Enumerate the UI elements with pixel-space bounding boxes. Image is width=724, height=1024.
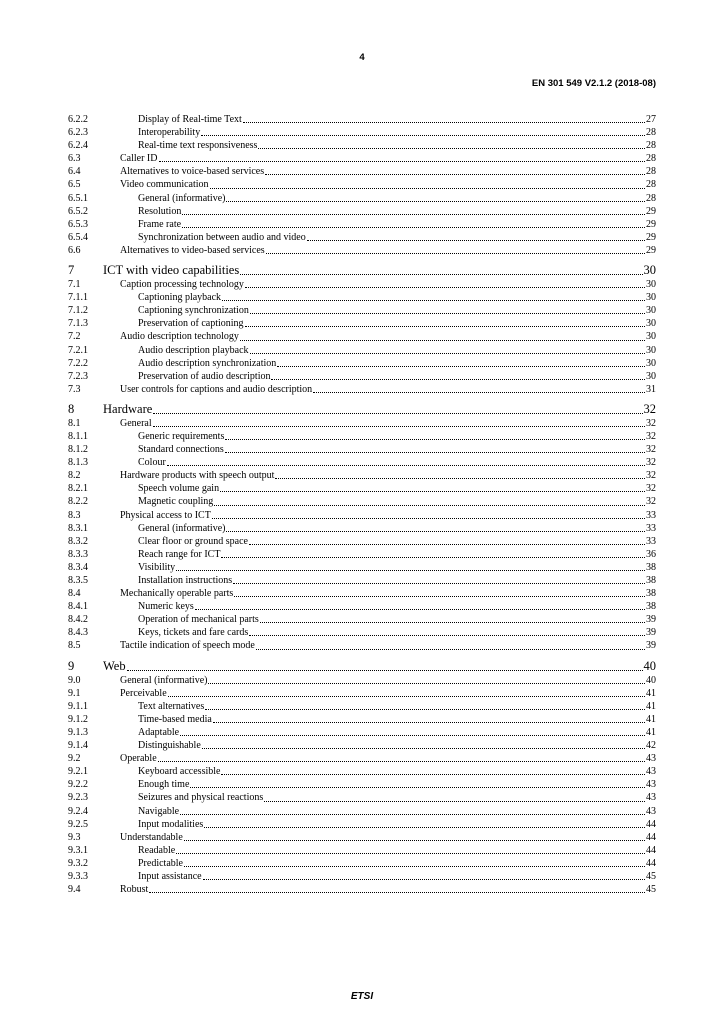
- toc-entry[interactable]: [68, 113, 656, 126]
- toc-entry-number: 9.2.5: [68, 818, 88, 830]
- toc-entry-number: 9.2.4: [68, 805, 88, 817]
- toc-leader-dots: [225, 451, 645, 453]
- toc-entry[interactable]: [68, 469, 656, 482]
- toc-entry-title: General (informative): [138, 522, 226, 534]
- toc-entry-page: 39: [646, 614, 656, 626]
- toc-entry-number: 7: [68, 263, 75, 278]
- toc-entry-number: 7.2: [68, 331, 81, 343]
- toc-leader-dots: [245, 325, 645, 327]
- toc-entry[interactable]: [68, 818, 656, 831]
- toc-entry-title: Distinguishable: [138, 740, 201, 752]
- toc-entry-title: General (informative): [120, 674, 208, 686]
- toc-entry-number: 8.3: [68, 509, 81, 521]
- toc-entry-title: Enough time: [138, 779, 190, 791]
- toc-entry-title: Perceivable: [120, 687, 167, 699]
- toc-entry[interactable]: [68, 244, 656, 257]
- toc-entry-page: 30: [646, 318, 656, 330]
- toc-entry-number: 6.5.3: [68, 218, 88, 230]
- toc-entry-title: Input modalities: [138, 818, 204, 830]
- toc-entry-title: Clear floor or ground space: [138, 535, 248, 547]
- toc-entry-number: 7.2.2: [68, 357, 88, 369]
- toc-entry-title: Magnetic coupling: [138, 496, 214, 508]
- toc-entry[interactable]: [68, 613, 656, 626]
- toc-entry-page: 45: [646, 884, 656, 896]
- toc-entry-page: 28: [646, 179, 656, 191]
- toc-entry[interactable]: [68, 456, 656, 469]
- toc-leader-dots: [256, 648, 645, 650]
- toc-entry-number: 8: [68, 401, 75, 416]
- toc-entry-page: 33: [646, 535, 656, 547]
- toc-entry-number: 9.2.2: [68, 779, 88, 791]
- toc-entry[interactable]: [68, 370, 656, 383]
- toc-entry-title: Understandable: [120, 831, 183, 843]
- toc-entry-page: 32: [646, 457, 656, 469]
- document-reference: EN 301 549 V2.1.2 (2018-08): [531, 78, 656, 89]
- toc-leader-dots: [201, 134, 645, 136]
- toc-entry-title: Preservation of audio description: [138, 370, 271, 382]
- toc-entry-number: 6.2.4: [68, 140, 88, 152]
- toc-entry[interactable]: [68, 883, 656, 896]
- toc-entry-title: Keyboard accessible: [138, 766, 221, 778]
- toc-entry-number: 8.1.3: [68, 457, 88, 469]
- toc-entry[interactable]: [68, 317, 656, 330]
- toc-entry[interactable]: [68, 739, 656, 752]
- toc-leader-dots: [190, 786, 645, 788]
- toc-entry-number: 8.3.2: [68, 535, 88, 547]
- toc-leader-dots: [275, 477, 645, 479]
- footer-etsi: ETSI: [350, 991, 374, 1002]
- toc-leader-dots: [250, 312, 645, 314]
- toc-leader-dots: [182, 213, 645, 215]
- toc-entry[interactable]: [68, 231, 656, 244]
- toc-entry-page: 28: [646, 192, 656, 204]
- toc-entry-number: 9.0: [68, 674, 81, 686]
- toc-entry[interactable]: [68, 752, 656, 765]
- toc-leader-dots: [249, 543, 645, 545]
- toc-entry-number: 8.4.3: [68, 627, 88, 639]
- toc-entry[interactable]: [68, 561, 656, 574]
- toc-entry[interactable]: [68, 205, 656, 218]
- toc-entry-number: 6.2.2: [68, 114, 88, 125]
- toc-entry[interactable]: [68, 700, 656, 713]
- toc-entry-title: Frame rate: [138, 218, 182, 230]
- toc-entry-title: Readable: [138, 844, 176, 856]
- toc-entry-title: Navigable: [138, 805, 180, 817]
- toc-entry-number: 6.5.1: [68, 192, 88, 204]
- toc-entry-page: 40: [646, 674, 656, 686]
- toc-entry-title: Visibility: [138, 561, 176, 573]
- toc-entry-page: 43: [646, 792, 656, 804]
- toc-entry-page: 28: [646, 166, 656, 178]
- toc-leader-dots: [159, 160, 646, 162]
- toc-entry-number: 8.3.4: [68, 561, 88, 573]
- toc-entry-number: 9.1.4: [68, 740, 88, 752]
- toc-entry-page: 43: [646, 753, 656, 765]
- toc-entry-number: 8.2.1: [68, 483, 88, 495]
- toc-entry-page: 32: [643, 401, 656, 416]
- toc-entry[interactable]: [68, 383, 656, 396]
- toc-entry-number: 8.3.5: [68, 575, 88, 586]
- toc-leader-dots: [158, 760, 645, 762]
- toc-entry-page: 44: [646, 844, 656, 856]
- toc-leader-dots: [204, 826, 645, 828]
- toc-entry-title: Web: [103, 658, 126, 673]
- toc-entry-number: 6.6: [68, 244, 81, 256]
- toc-entry[interactable]: [68, 291, 656, 304]
- toc-leader-dots: [245, 286, 645, 288]
- toc-entry-page: 30: [646, 305, 656, 317]
- toc-entry-number: 7.2.1: [68, 344, 88, 356]
- toc-entry-title: Generic requirements: [138, 430, 225, 442]
- toc-leader-dots: [153, 425, 645, 427]
- toc-entry[interactable]: [68, 330, 656, 343]
- toc-entry[interactable]: [68, 844, 656, 857]
- toc-leader-dots: [222, 299, 645, 301]
- toc-entry[interactable]: [68, 165, 656, 178]
- toc-entry[interactable]: [68, 674, 656, 687]
- toc-entry-title: Hardware: [103, 401, 153, 416]
- page-number: 4: [359, 52, 365, 63]
- toc-entry-page: 41: [646, 713, 656, 725]
- toc-entry-title: Video communication: [120, 179, 209, 191]
- toc-entry[interactable]: [68, 726, 656, 739]
- toc-entry-number: 8.5: [68, 640, 81, 652]
- toc-entry-title: Interoperability: [138, 127, 201, 139]
- toc-entry-number: 8.4.2: [68, 614, 88, 626]
- toc-entry-title: Mechanically operable parts: [120, 588, 234, 600]
- toc-entry-title: Input assistance: [138, 870, 202, 882]
- toc-entry-page: 32: [646, 470, 656, 482]
- toc-leader-dots: [205, 708, 645, 710]
- toc-leader-dots: [240, 273, 642, 275]
- toc-entry[interactable]: [68, 126, 656, 139]
- toc-entry-number: 9.2.3: [68, 792, 88, 804]
- toc-entry-number: 6.5.2: [68, 205, 88, 217]
- toc-leader-dots: [176, 852, 645, 854]
- toc-leader-dots: [180, 734, 645, 736]
- toc-entry-page: 30: [646, 331, 656, 343]
- toc-entry-page: 28: [646, 127, 656, 139]
- toc-entry-title: Caller ID: [120, 153, 158, 165]
- toc-entry[interactable]: [68, 687, 656, 700]
- toc-entry-title: Resolution: [138, 205, 182, 217]
- toc-leader-dots: [264, 800, 645, 802]
- toc-leader-dots: [233, 582, 645, 584]
- toc-entry-page: 41: [646, 687, 656, 699]
- toc-leader-dots: [249, 634, 645, 636]
- toc-leader-dots: [203, 878, 645, 880]
- toc-entry-number: 9.1.2: [68, 713, 88, 725]
- toc-entry-title: Physical access to ICT: [120, 509, 211, 521]
- toc-leader-dots: [240, 339, 645, 341]
- toc-entry-number: 9.2: [68, 753, 81, 765]
- toc-entry-number: 9.3: [68, 831, 81, 843]
- toc-entry-title: Captioning synchronization: [138, 305, 249, 317]
- toc-entry[interactable]: [68, 713, 656, 726]
- toc-entry-number: 9.3.2: [68, 857, 88, 869]
- toc-leader-dots: [153, 412, 642, 414]
- toc-entry-page: 45: [646, 870, 656, 882]
- toc-leader-dots: [184, 865, 645, 867]
- toc-entry-title: Hardware products with speech output: [120, 470, 275, 482]
- toc-entry-number: 7.3: [68, 383, 81, 395]
- toc-entry-number: 8.3.1: [68, 522, 88, 534]
- toc-entry-page: 32: [646, 417, 656, 429]
- toc-entry-page: 32: [646, 444, 656, 456]
- toc-entry[interactable]: [68, 522, 656, 535]
- toc-entry-title: ICT with video capabilities: [103, 263, 240, 278]
- toc-entry-number: 8.2: [68, 470, 81, 482]
- toc-entry[interactable]: [68, 870, 656, 883]
- toc-entry[interactable]: [68, 304, 656, 317]
- toc-entry-number: 8.1: [68, 417, 81, 429]
- toc-entry-page: 44: [646, 857, 656, 869]
- toc-entry-number: 9.2.1: [68, 766, 88, 778]
- toc-entry[interactable]: [68, 509, 656, 522]
- toc-entry[interactable]: [68, 659, 656, 674]
- toc-entry[interactable]: [68, 805, 656, 818]
- toc-entry-number: 8.1.1: [68, 430, 88, 442]
- toc-entry-number: 7.2.3: [68, 370, 88, 382]
- toc-entry[interactable]: [68, 263, 656, 278]
- toc-entry[interactable]: [68, 574, 656, 587]
- toc-entry-page: 30: [646, 357, 656, 369]
- toc-entry-title: General (informative): [138, 192, 226, 204]
- toc-entry-page: 43: [646, 766, 656, 778]
- toc-entry[interactable]: [68, 535, 656, 548]
- toc-leader-dots: [168, 695, 645, 697]
- toc-entry-page: 29: [646, 231, 656, 243]
- toc-entry[interactable]: [68, 192, 656, 205]
- toc-entry-number: 9.3.3: [68, 870, 88, 882]
- toc-leader-dots: [225, 438, 645, 440]
- toc-entry-title: Operable: [120, 753, 157, 765]
- toc-entry-number: 9.1: [68, 687, 81, 699]
- toc-entry[interactable]: [68, 791, 656, 804]
- toc-leader-dots: [277, 365, 645, 367]
- toc-leader-dots: [226, 200, 645, 202]
- toc-entry-number: 7.1.2: [68, 305, 88, 317]
- toc-leader-dots: [176, 569, 645, 571]
- toc-entry-number: 6.4: [68, 166, 81, 178]
- toc-entry-title: Alternatives to video-based services: [120, 244, 265, 256]
- toc-entry-page: 28: [646, 140, 656, 152]
- toc-entry[interactable]: [68, 778, 656, 791]
- toc-entry-title: Text alternatives: [138, 700, 205, 712]
- toc-leader-dots: [220, 490, 645, 492]
- toc-entry[interactable]: [68, 626, 656, 639]
- toc-entry-title: Robust: [120, 884, 149, 896]
- toc-entry[interactable]: [68, 639, 656, 652]
- toc-entry-number: 8.3.3: [68, 548, 88, 560]
- toc-leader-dots: [127, 669, 643, 671]
- toc-leader-dots: [212, 517, 645, 519]
- toc-entry-page: 30: [646, 370, 656, 382]
- toc-entry-title: Captioning playback: [138, 292, 222, 304]
- toc-entry-title: Numeric keys: [138, 601, 194, 613]
- toc-entry-title: Speech volume gain: [138, 483, 220, 495]
- toc-entry-page: 43: [646, 805, 656, 817]
- toc-entry-number: 8.2.2: [68, 496, 88, 508]
- toc-leader-dots: [258, 147, 645, 149]
- toc-entry-number: 9.4: [68, 884, 81, 896]
- toc-entry-page: 44: [646, 831, 656, 843]
- toc-entry-page: 32: [646, 496, 656, 508]
- toc-leader-dots: [208, 682, 645, 684]
- toc-entry-title: Adaptable: [138, 726, 180, 738]
- toc-entry[interactable]: [68, 765, 656, 778]
- toc-entry-page: 38: [646, 561, 656, 573]
- toc-entry[interactable]: [68, 178, 656, 191]
- toc-entry-title: Alternatives to voice-based services: [120, 166, 265, 178]
- toc-entry[interactable]: [68, 357, 656, 370]
- toc-entry-page: 44: [646, 818, 656, 830]
- toc-entry[interactable]: [68, 417, 656, 430]
- toc-leader-dots: [210, 187, 645, 189]
- toc-entry[interactable]: [68, 402, 656, 417]
- toc-entry[interactable]: [68, 587, 656, 600]
- toc-entry[interactable]: [68, 482, 656, 495]
- toc-entry-title: Tactile indication of speech mode: [120, 640, 255, 652]
- toc-entry-title: Reach range for ICT: [138, 548, 221, 560]
- toc-entry-title: Synchronization between audio and video: [138, 231, 306, 243]
- toc-entry-page: 29: [646, 244, 656, 256]
- toc-entry[interactable]: [68, 430, 656, 443]
- toc-leader-dots: [202, 747, 645, 749]
- toc-entry-title: Display of Real-time Text: [138, 114, 242, 125]
- toc-entry-page: 30: [646, 344, 656, 356]
- toc-entry[interactable]: [68, 218, 656, 231]
- toc-entry-page: 29: [646, 205, 656, 217]
- toc-entry-title: Audio description technology: [120, 331, 239, 343]
- toc-entry-number: 9: [68, 658, 75, 673]
- toc-leader-dots: [180, 813, 645, 815]
- toc-entry[interactable]: [68, 600, 656, 613]
- toc-entry-page: 43: [646, 779, 656, 791]
- toc-leader-dots: [221, 556, 645, 558]
- toc-entry[interactable]: [68, 857, 656, 870]
- toc-entry-page: 42: [646, 740, 656, 752]
- toc-leader-dots: [213, 721, 645, 723]
- toc-entry-number: 8.4: [68, 588, 81, 600]
- toc-leader-dots: [167, 464, 645, 466]
- toc-entry-number: 9.1.1: [68, 700, 88, 712]
- toc-leader-dots: [234, 595, 645, 597]
- toc-entry[interactable]: [68, 278, 656, 291]
- toc-entry-page: 27: [646, 114, 656, 125]
- toc-entry-page: 38: [646, 588, 656, 600]
- toc-leader-dots: [195, 608, 645, 610]
- toc-leader-dots: [243, 121, 645, 123]
- toc-leader-dots: [313, 391, 645, 393]
- toc-entry-page: 41: [646, 726, 656, 738]
- toc-entry-title: Real-time text responsiveness: [138, 140, 258, 152]
- toc-entry-title: Seizures and physical reactions: [138, 792, 264, 804]
- toc-entry-number: 9.3.1: [68, 844, 88, 856]
- table-of-contents: [68, 113, 656, 896]
- toc-entry-number: 9.1.3: [68, 726, 88, 738]
- toc-entry-title: Colour: [138, 457, 166, 469]
- toc-entry-page: 30: [643, 263, 656, 278]
- toc-entry-title: Preservation of captioning: [138, 318, 244, 330]
- toc-entry[interactable]: [68, 548, 656, 561]
- toc-entry-number: 6.5.4: [68, 231, 88, 243]
- toc-entry-page: 38: [646, 575, 656, 586]
- toc-entry-page: 28: [646, 153, 656, 165]
- toc-entry-page: 30: [646, 279, 656, 291]
- toc-leader-dots: [265, 173, 645, 175]
- toc-leader-dots: [307, 239, 645, 241]
- toc-leader-dots: [250, 352, 645, 354]
- toc-entry[interactable]: [68, 831, 656, 844]
- toc-leader-dots: [226, 530, 645, 532]
- toc-entry[interactable]: [68, 139, 656, 152]
- toc-entry-page: 29: [646, 218, 656, 230]
- toc-entry-page: 30: [646, 292, 656, 304]
- toc-leader-dots: [221, 773, 645, 775]
- toc-entry-number: 8.1.2: [68, 444, 88, 456]
- toc-entry-number: 8.4.1: [68, 601, 88, 613]
- toc-entry-title: Predictable: [138, 857, 183, 869]
- toc-entry-page: 39: [646, 640, 656, 652]
- toc-entry-page: 33: [646, 509, 656, 521]
- toc-entry-title: User controls for captions and audio description: [120, 383, 313, 395]
- toc-entry-title: Operation of mechanical parts: [138, 614, 259, 626]
- toc-entry[interactable]: [68, 344, 656, 357]
- toc-entry-number: 6.2.3: [68, 127, 88, 139]
- toc-leader-dots: [149, 891, 645, 893]
- toc-entry-page: 32: [646, 483, 656, 495]
- toc-entry-page: 41: [646, 700, 656, 712]
- toc-entry-number: 7.1: [68, 279, 81, 291]
- toc-entry-page: 38: [646, 601, 656, 613]
- toc-leader-dots: [266, 252, 645, 254]
- toc-entry-number: 6.3: [68, 153, 81, 165]
- toc-leader-dots: [214, 504, 645, 506]
- toc-entry-page: 40: [643, 658, 656, 673]
- toc-entry-number: 6.5: [68, 179, 81, 191]
- toc-entry-number: 7.1.3: [68, 318, 88, 330]
- toc-leader-dots: [184, 839, 645, 841]
- toc-entry-title: Standard connections: [138, 444, 224, 456]
- toc-leader-dots: [271, 378, 645, 380]
- toc-leader-dots: [260, 621, 645, 623]
- toc-entry-title: Audio description synchronization: [138, 357, 277, 369]
- toc-entry-title: Installation instructions: [138, 575, 233, 586]
- toc-entry-page: 39: [646, 627, 656, 639]
- toc-entry-title: Time-based media: [138, 713, 212, 725]
- toc-entry-number: 7.1.1: [68, 292, 88, 304]
- toc-entry-title: Caption processing technology: [120, 279, 244, 291]
- toc-entry-page: 32: [646, 430, 656, 442]
- toc-entry-page: 36: [646, 548, 656, 560]
- toc-entry[interactable]: [68, 152, 656, 165]
- toc-leader-dots: [182, 226, 645, 228]
- toc-entry-title: General: [120, 417, 152, 429]
- toc-entry-title: Keys, tickets and fare cards: [138, 627, 249, 639]
- toc-entry[interactable]: [68, 443, 656, 456]
- toc-entry-page: 31: [646, 383, 656, 395]
- toc-entry-title: Audio description playback: [138, 344, 249, 356]
- toc-entry[interactable]: [68, 495, 656, 508]
- toc-entry-page: 33: [646, 522, 656, 534]
